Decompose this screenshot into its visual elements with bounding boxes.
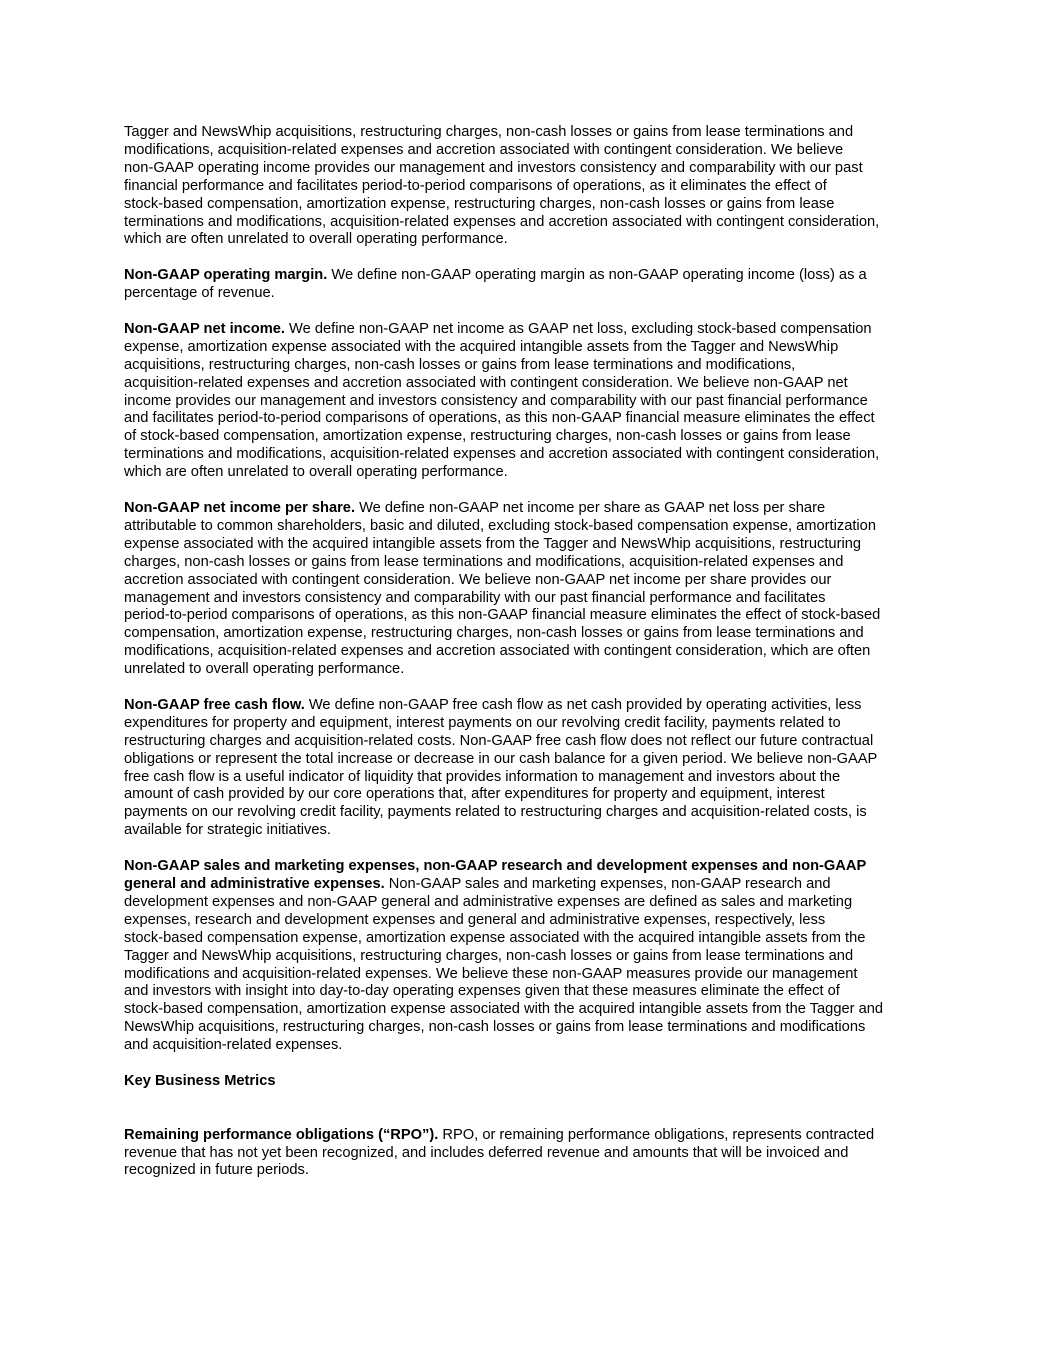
line-text: which are often unrelated to overall operating performance. — [124, 231, 508, 248]
line-text: free cash flow is a useful indicator of liquidity that provides information to management and investors about the — [124, 768, 841, 785]
paragraph-rpo — [124, 1127, 944, 1181]
line-text: stock-based compensation, amortization expense associated with the acquired intangible assets from the Tagger and — [124, 1001, 884, 1018]
line-text: financial performance and facilitates period-to-period comparisons of operations, as it eliminates the effect of — [124, 177, 827, 194]
text-line — [124, 178, 944, 196]
text-line — [124, 321, 944, 339]
line-text: expenditures for property and equipment, interest payments on our revolving credit facility, payments related to — [124, 714, 841, 731]
blank-line — [124, 1109, 944, 1127]
line-text: and facilitates period-to-period comparisons of operations, as this non-GAAP financial measure eliminates the effect — [124, 410, 875, 427]
line-text: and acquisition-related expenses. — [124, 1037, 343, 1054]
text-line — [124, 410, 944, 428]
line-text: modifications, acquisition-related expenses and accretion associated with contingent consideration, which are often — [124, 643, 871, 660]
text-line — [124, 285, 944, 303]
text-line — [124, 751, 944, 769]
text-line — [124, 124, 944, 142]
text-line — [124, 464, 944, 482]
line-text: charges, non-cash losses or gains from lease terminations and modifications, acquisition-related expenses and — [124, 553, 844, 570]
text-line — [124, 948, 944, 966]
line-text: obligations or represent the total increase or decrease in our cash balance for a given period. We believe non-GAAP — [124, 750, 878, 767]
text-line — [124, 1127, 944, 1145]
text-line — [124, 339, 944, 357]
text-line — [124, 446, 944, 464]
line-text: acquisition-related expenses and accretion associated with contingent consideration. We believe non-GAAP net — [124, 374, 848, 391]
line-text: recognized in future periods. — [124, 1162, 309, 1179]
line-text: modifications and acquisition-related expenses. We believe these non-GAAP measures provide our management — [124, 965, 858, 982]
text-line — [124, 804, 944, 822]
text-line — [124, 231, 944, 249]
line-text: income provides our management and investors consistency and comparability with our past financial performance — [124, 392, 868, 409]
text-line — [124, 214, 944, 232]
text-line — [124, 1037, 944, 1055]
section-heading-text: Key Business Metrics — [124, 1072, 276, 1089]
text-line — [124, 607, 944, 625]
paragraph — [124, 267, 944, 303]
line-text: development expenses and non-GAAP general and administrative expenses are defined as sales and marketing — [124, 893, 853, 910]
paragraph-heading-line — [124, 858, 944, 876]
text-line — [124, 625, 944, 643]
text-line — [124, 661, 944, 679]
line-text: of stock-based compensation, amortization expense, restructuring charges, non-cash losses or gains from lease — [124, 428, 851, 445]
text-line — [124, 786, 944, 804]
line-text: expenses, research and development expenses and general and administrative expenses, respectively, less — [124, 911, 826, 928]
line-text: acquisitions, restructuring charges, non-cash losses or gains from lease terminations and modifications, — [124, 356, 796, 373]
text-line — [124, 643, 944, 661]
line-text: We define non-GAAP free cash flow as net cash provided by operating activities, less — [304, 696, 862, 713]
text-line — [124, 1145, 944, 1163]
text-line — [124, 876, 944, 894]
text-line — [124, 536, 944, 554]
text-line — [124, 572, 944, 590]
text-line — [124, 769, 944, 787]
paragraph — [124, 500, 944, 679]
text-line — [124, 160, 944, 178]
text-line — [124, 930, 944, 948]
text-line — [124, 733, 944, 751]
line-text: percentage of revenue. — [124, 285, 275, 302]
line-text: stock-based compensation expense, amortization expense associated with the acquired intangible assets from the — [124, 929, 866, 946]
text-line — [124, 894, 944, 912]
document-page — [124, 124, 944, 1198]
line-text: Tagger and NewsWhip acquisitions, restructuring charges, non-cash losses or gains from lease terminations and — [124, 124, 854, 140]
line-text: NewsWhip acquisitions, restructuring charges, non-cash losses or gains from lease terminations and modifications — [124, 1019, 866, 1036]
paragraph — [124, 124, 944, 249]
text-line — [124, 554, 944, 572]
line-text: payments on our revolving credit facility, payments related to restructuring charges and acquisition-related costs, is — [124, 804, 867, 821]
line-text: unrelated to overall operating performance. — [124, 661, 405, 678]
paragraph — [124, 321, 944, 482]
line-text: management and investors consistency and comparability with our past financial performance and facilitates — [124, 589, 826, 606]
text-line — [124, 357, 944, 375]
line-text: and investors with insight into day-to-day operating expenses given that these measures eliminate the effect of — [124, 983, 840, 1000]
line-text: Non-GAAP sales and marketing expenses, non-GAAP research and — [384, 875, 831, 892]
text-line — [124, 983, 944, 1001]
line-text: accretion associated with contingent consideration. We believe non-GAAP net income per share provides our — [124, 571, 832, 588]
text-line — [124, 697, 944, 715]
paragraph-heading: Non-GAAP free cash flow. — [124, 696, 305, 713]
line-text: period-to-period comparisons of operations, as this non-GAAP financial measure eliminates the effect of stock-based — [124, 607, 881, 624]
line-text: amount of cash provided by our core operations that, after expenditures for property and equipment, interest — [124, 786, 825, 803]
text-line — [124, 1162, 944, 1180]
text-line — [124, 822, 944, 840]
paragraph-heading: Non-GAAP sales and marketing expenses, non-GAAP research and development expenses and non-GAAP — [124, 858, 867, 875]
paragraph-heading: Non-GAAP net income. — [124, 320, 285, 337]
line-text: expense associated with the acquired intangible assets from the Tagger and NewsWhip acquisitions, restructuring — [124, 535, 862, 552]
text-line — [124, 590, 944, 608]
line-text: We define non-GAAP net income as GAAP net loss, excluding stock-based compensation — [284, 320, 872, 337]
line-text: available for strategic initiatives. — [124, 822, 331, 839]
text-line — [124, 142, 944, 160]
line-text: We define non-GAAP operating margin as non-GAAP operating income (loss) as a — [327, 267, 867, 284]
text-line — [124, 375, 944, 393]
text-line — [124, 518, 944, 536]
line-text: which are often unrelated to overall operating performance. — [124, 464, 508, 481]
paragraph-heading: Non-GAAP net income per share. — [124, 499, 356, 516]
line-text: compensation, amortization expense, restructuring charges, non-cash losses or gains from lease terminations and — [124, 625, 864, 642]
line-text: terminations and modifications, acquisition-related expenses and accretion associated with contingent consideration, — [124, 446, 880, 463]
text-line — [124, 500, 944, 518]
line-text: RPO, or remaining performance obligations, represents contracted — [438, 1126, 875, 1143]
section-heading — [124, 1073, 944, 1091]
text-line — [124, 267, 944, 285]
line-text: modifications, acquisition-related expenses and accretion associated with contingent consideration. We believe — [124, 141, 844, 158]
line-text: Tagger and NewsWhip acquisitions, restructuring charges, non-cash losses or gains from lease terminations and — [124, 947, 854, 964]
line-text: attributable to common shareholders, basic and diluted, excluding stock-based compensation expense, amortization — [124, 517, 876, 534]
text-line — [124, 1019, 944, 1037]
line-text: We define non-GAAP net income per share as GAAP net loss per share — [355, 499, 826, 516]
line-text: expense, amortization expense associated with the acquired intangible assets from the Tagger and NewsWhip — [124, 338, 839, 355]
paragraph-heading: general and administrative expenses. — [124, 875, 385, 892]
text-line — [124, 715, 944, 733]
paragraph-heading: Remaining performance obligations (“RPO”). — [124, 1126, 439, 1143]
text-line — [124, 966, 944, 984]
text-line — [124, 1001, 944, 1019]
line-text: restructuring charges and acquisition-related costs. Non-GAAP free cash flow does not reflect our future contractual — [124, 732, 874, 749]
line-text: non-GAAP operating income provides our management and investors consistency and comparability with our past — [124, 159, 863, 176]
text-line — [124, 428, 944, 446]
text-line — [124, 196, 944, 214]
paragraph — [124, 858, 944, 1055]
line-text: revenue that has not yet been recognized, and includes deferred revenue and amounts that will be invoiced and — [124, 1144, 849, 1161]
line-text: stock-based compensation, amortization expense, restructuring charges, non-cash losses or gains from lease — [124, 195, 835, 212]
text-line — [124, 393, 944, 411]
paragraph-heading: Non-GAAP operating margin. — [124, 267, 328, 284]
line-text: terminations and modifications, acquisition-related expenses and accretion associated with contingent consideration, — [124, 213, 880, 230]
paragraph — [124, 697, 944, 840]
text-line — [124, 912, 944, 930]
